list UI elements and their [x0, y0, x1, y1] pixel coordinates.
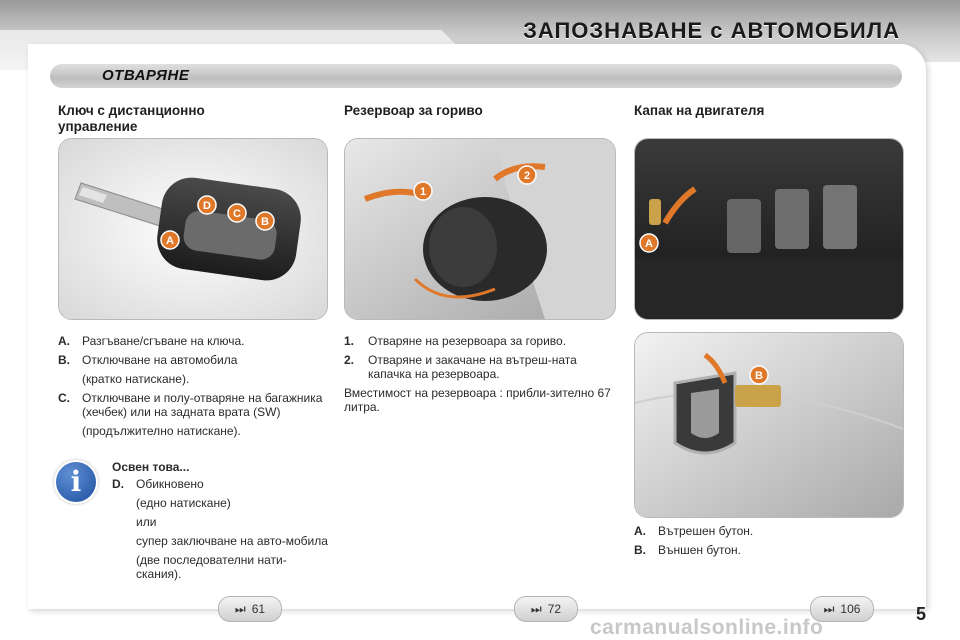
section-title: ОТВАРЯНЕ [102, 67, 190, 84]
svg-text:B: B [261, 216, 269, 228]
heading-bonnet: Капак на двигателя [634, 103, 765, 118]
fast-forward-icon: ⏭ [234, 601, 246, 616]
label-a [161, 231, 179, 249]
label-2 [518, 166, 536, 184]
capacity-note: Вместимост на резервоара : прибли-зително 67 литра. [344, 386, 611, 414]
fuel-cap [429, 207, 497, 287]
fast-forward-icon: ⏭ [530, 601, 542, 616]
svg-text:B: B [755, 370, 763, 382]
label-b [256, 212, 274, 230]
fuel-tank-image [344, 138, 616, 320]
label-a [640, 234, 658, 252]
page-ref-106-link[interactable]: ⏭ 106 [810, 596, 874, 622]
remote-key-list [58, 334, 326, 443]
list-item: A. Разгъване/сгъване на ключа. [58, 334, 245, 348]
svg-text:2: 2 [523, 170, 531, 182]
list-item: B. Отключване на автомобила [58, 353, 238, 367]
list-item: 2. Отваряне и закачане на вътреш-ната капачка на резервоара. [344, 353, 577, 381]
heading-fuel-tank: Резервоар за гориво [344, 103, 483, 118]
note-line: (две последователни нати-скания). [136, 553, 287, 581]
bonnet-exterior-image [634, 332, 904, 518]
fast-forward-icon: ⏭ [823, 601, 835, 616]
list-item: A. Вътрешен бутон. [634, 524, 754, 538]
svg-text:1: 1 [419, 186, 427, 198]
watermark: carmanualsonline.info [590, 616, 824, 639]
fuel-tank-list [344, 334, 614, 419]
info-note [112, 460, 328, 586]
list-item-continuation: (кратко натискане). [82, 372, 190, 386]
svg-text:A: A [166, 235, 174, 247]
heading-remote-key: Ключ с дистанционно управление [58, 103, 205, 134]
remote-key-image [58, 138, 328, 320]
label-b [750, 366, 768, 384]
exterior-release-button [735, 385, 781, 407]
note-line: или [136, 515, 157, 529]
peugeot-emblem [675, 373, 735, 453]
page-ref-61-link[interactable]: ⏭ 61 [218, 596, 282, 622]
list-item-continuation: (продължително натискане). [82, 424, 241, 438]
svg-text:D: D [203, 200, 211, 212]
page-ref-72-link[interactable]: ⏭ 72 [514, 596, 578, 622]
label-c [228, 204, 246, 222]
list-item: B. Външен бутон. [634, 543, 741, 557]
list-item: D. Обикновено [112, 477, 204, 491]
note-line: (едно натискане) [136, 496, 231, 510]
note-line: супер заключване на авто-мобила [136, 534, 328, 548]
bonnet-release-lever [649, 199, 661, 225]
page-number: 5 [915, 604, 926, 624]
label-d [198, 196, 216, 214]
bonnet-list [634, 524, 902, 562]
page-title: ЗАПОЗНАВАНЕ с АВТОМОБИЛА [523, 18, 900, 43]
svg-text:A: A [645, 238, 653, 250]
note-title: Освен това... [112, 460, 190, 474]
label-1 [414, 182, 432, 200]
list-item: C. Отключване и полу-отваряне на багажника (хечбек) или на задната врата (SW) [58, 391, 323, 419]
svg-text:C: C [233, 208, 241, 220]
list-item: 1. Отваряне на резервоара за гориво. [344, 334, 567, 348]
bonnet-interior-image [634, 138, 904, 320]
info-icon: i [56, 462, 96, 502]
